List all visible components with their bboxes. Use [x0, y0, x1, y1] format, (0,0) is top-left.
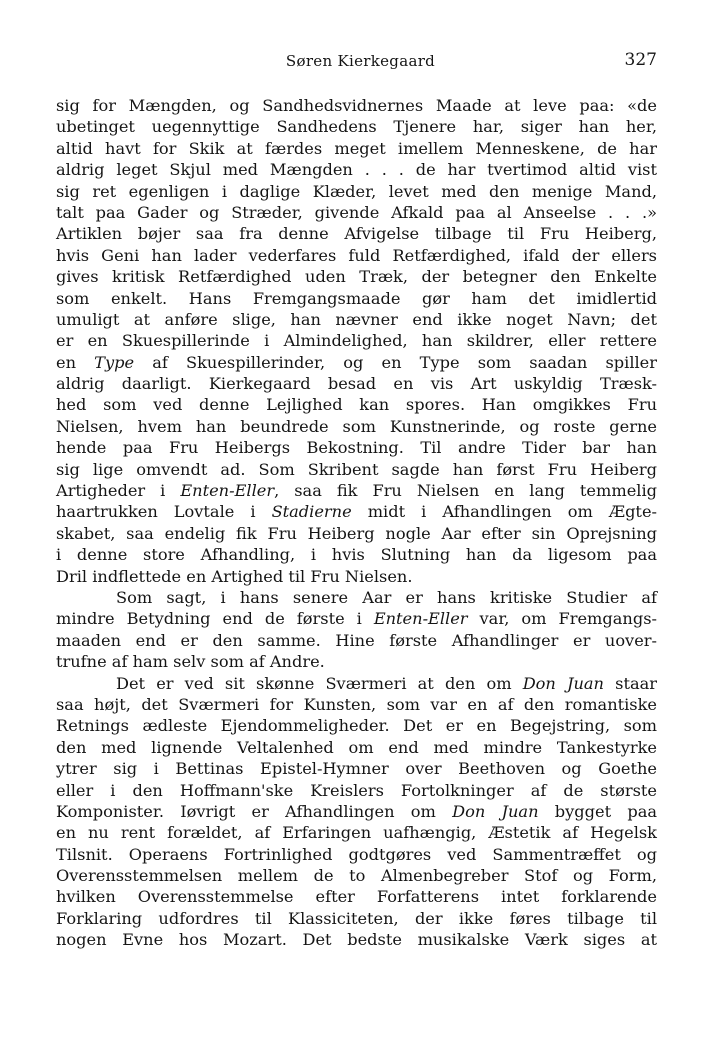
line-segment: staar	[604, 673, 657, 693]
text-line: Forklaring udfordres til Klassiciteten, der ikke føres tilbage til	[56, 908, 657, 928]
line-segment: en	[56, 352, 95, 372]
text-line: sig lige omvendt ad. Som Skribent sagde han først Fru Heiberg	[56, 459, 657, 479]
text-line: umuligt at anføre slige, han nævner end ikke noget Navn; det	[56, 309, 657, 329]
running-title: Søren Kierkegaard	[285, 52, 436, 70]
text-line: Tilsnit. Operaens Fortrinlighed godtgøres ved Sammentræffet og	[56, 844, 657, 864]
text-line: hed som ved denne Lejlighed kan spores. Han omgikkes Fru	[56, 395, 657, 415]
text-line: aldrig daarligt. Kierkegaard besad en vis Art uskyldig Træsk-	[56, 374, 657, 394]
line-segment: mindre Betydning end de første i	[56, 609, 374, 629]
body-text	[56, 95, 657, 951]
italic-title: Don Juan	[522, 673, 604, 693]
line-segment: midt i Afhandlingen om Ægte-	[351, 502, 657, 522]
line-segment: af Skuespillerinder, og en Type som saadan spiller	[134, 352, 658, 372]
text-line: hende paa Fru Heibergs Bekostning. Til andre Tider bar han	[56, 438, 657, 458]
text-line: er en Skuespillerinde i Almindelighed, han skildrer, eller rettere	[56, 331, 657, 351]
line-segment: var, om Fremgangs-	[467, 609, 657, 629]
text-line	[56, 480, 657, 501]
line-segment: , saa fik Fru Nielsen en lang temmelig	[274, 481, 657, 501]
page-number: 327	[624, 50, 657, 70]
line-segment: Artigheder i	[56, 481, 181, 501]
text-line: saa højt, det Sværmeri for Kunsten, som var en af den romantiske	[56, 694, 657, 714]
text-line: ubetinget uegennyttige Sandhedens Tjenere har, siger han her,	[56, 117, 657, 137]
text-line	[56, 801, 657, 822]
text-line: trufne af ham selv som af Andre.	[56, 652, 325, 672]
running-head	[64, 52, 657, 72]
text-line: som enkelt. Hans Fremgangsmaade gør ham det imidlertid	[56, 288, 657, 308]
text-line: sig ret egenligen i daglige Klæder, levet med den menige Mand,	[56, 181, 657, 201]
text-line: Dril indflettede en Artighed til Fru Nielsen.	[56, 566, 413, 586]
line-segment: haartrukken Lovtale i	[56, 502, 272, 522]
text-line: maaden end er den samme. Hine første Afhandlinger er uover-	[56, 630, 657, 650]
text-line	[56, 608, 657, 629]
italic-title: Stadierne	[271, 502, 352, 522]
text-line: aldrig leget Skjul med Mængden . . . de har tvertimod altid vist	[56, 160, 657, 180]
text-line: en nu rent forældet, af Erfaringen uafhængig, Æstetik af Hegelsk	[56, 823, 657, 843]
italic-title: Enten-Eller	[180, 481, 275, 501]
text-line: eller i den Hoffmann'ske Kreislers Fortolkninger af de største	[56, 780, 657, 800]
line-segment: bygget paa	[538, 801, 657, 821]
text-line	[56, 673, 657, 694]
text-line: den med lignende Veltalenhed om end med mindre Tankestyrke	[56, 737, 657, 757]
text-line: altid havt for Skik at færdes meget imellem Menneskene, de har	[56, 138, 657, 158]
italic-title: Enten-Eller	[373, 609, 468, 629]
text-line: gives kritisk Retfærdighed uden Træk, der betegner den Enkelte	[56, 267, 657, 287]
text-line: hvis Geni han lader vederfares fuld Retfærdighed, ifald der ellers	[56, 245, 657, 265]
text-line: hvilken Overensstemmelse efter Forfatterens intet forklarende	[56, 887, 657, 907]
text-line: Artiklen bøjer saa fra denne Afvigelse tilbage til Fru Heiberg,	[56, 224, 657, 244]
text-line: ytrer sig i Bettinas Epistel-Hymner over Beethoven og Goethe	[56, 759, 657, 779]
text-line: sig for Mængden, og Sandhedsvidnernes Maade at leve paa: «de	[56, 96, 657, 115]
text-line: Overensstemmelsen mellem de to Almenbegreber Stof og Form,	[56, 866, 657, 886]
line-segment: Komponister. Iøvrigt er Afhandlingen om	[56, 801, 453, 821]
text-line: skabet, saa endelig fik Fru Heiberg nogle Aar efter sin Oprejsning	[56, 523, 657, 543]
line-segment: Det er ved sit skønne Sværmeri at den om	[116, 673, 523, 693]
text-line	[56, 501, 657, 522]
text-line: Nielsen, hvem han beundrede som Kunstnerinde, og roste gerne	[56, 416, 657, 436]
text-line	[56, 352, 657, 373]
italic-title: Type	[94, 352, 135, 372]
text-line: talt paa Gader og Stræder, givende Afkald paa al Anseelse . . .»	[56, 202, 657, 222]
text-line: Retnings ædleste Ejendommeligheder. Det er en Begejstring, som	[56, 716, 657, 736]
text-line: nogen Evne hos Mozart. Det bedste musikalske Værk siges at	[56, 930, 657, 950]
text-line: i denne store Afhandling, i hvis Slutning han da ligesom paa	[56, 545, 657, 565]
text-line: Som sagt, i hans senere Aar er hans kritiske Studier af	[116, 587, 657, 607]
italic-title: Don Juan	[452, 801, 539, 821]
